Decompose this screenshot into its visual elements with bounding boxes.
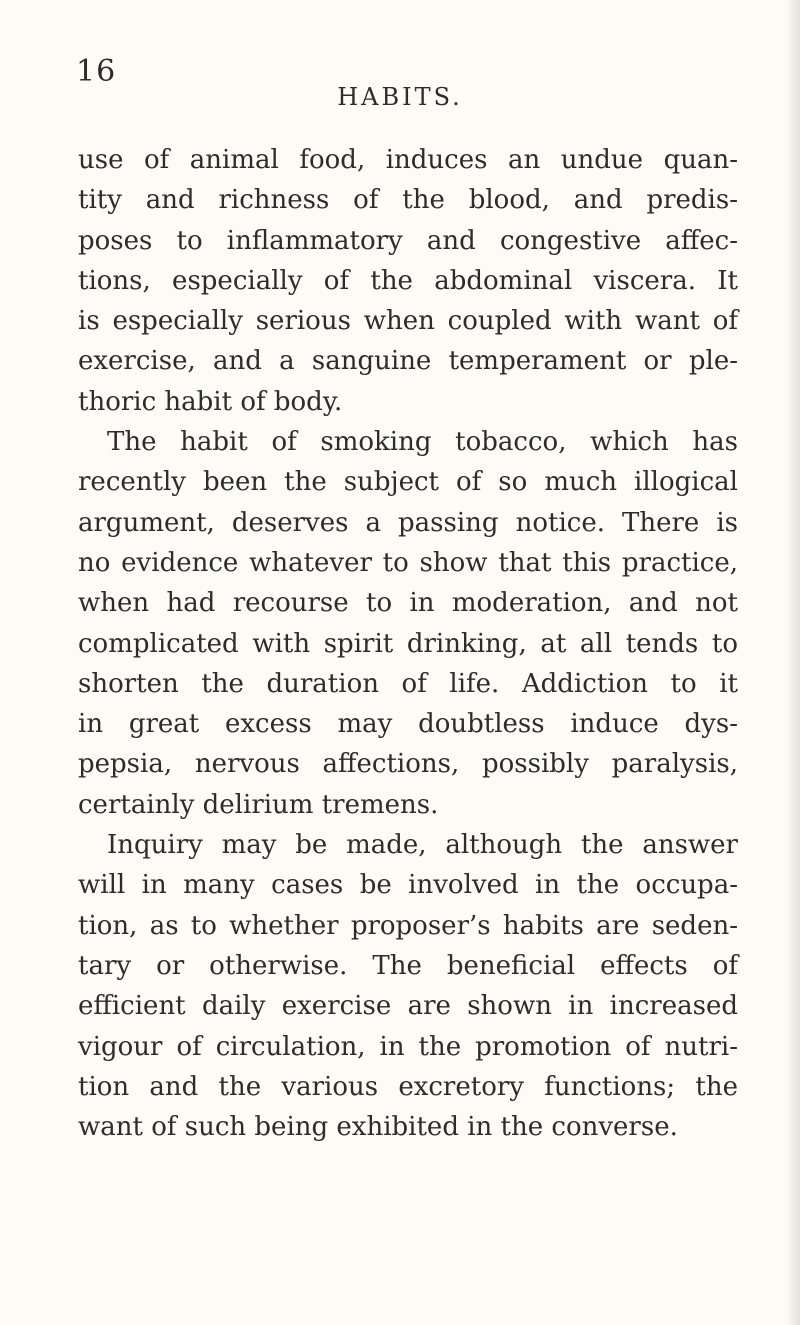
text-line: tions, especially of the abdominal viscera. It bbox=[78, 265, 738, 296]
paragraph-start-line: Inquiry may be made, although the answer bbox=[107, 830, 738, 861]
text-line: vigour of circulation, in the promotion of nutri- bbox=[78, 1031, 738, 1062]
page-edge-shadow bbox=[786, 0, 800, 1325]
text-line: recently been the subject of so much illogical bbox=[78, 467, 738, 498]
text-line: is especially serious when coupled with want of bbox=[78, 306, 738, 337]
text-line: in great excess may doubtless induce dys- bbox=[78, 709, 738, 740]
text-line: tion and the various excretory functions; the bbox=[78, 1071, 738, 1102]
text-line: pepsia, nervous affections, possibly paralysis, bbox=[78, 749, 738, 780]
text-line: will in many cases be involved in the occupa- bbox=[78, 870, 738, 901]
text-line: tity and richness of the blood, and predis- bbox=[78, 185, 738, 216]
paragraph-start-line: The habit of smoking tobacco, which has bbox=[107, 427, 738, 458]
text-line: tary or otherwise. The beneficial effects of bbox=[78, 950, 738, 981]
text-line: shorten the duration of life. Addiction to it bbox=[78, 668, 738, 699]
text-line: exercise, and a sanguine temperament or ple- bbox=[78, 346, 738, 377]
text-line: argument, deserves a passing notice. There is bbox=[78, 507, 738, 538]
text-line: tion, as to whether proposer’s habits are seden- bbox=[78, 910, 738, 941]
text-line: poses to inflammatory and congestive affec- bbox=[78, 225, 738, 256]
text-line: want of such being exhibited in the converse. bbox=[78, 1112, 678, 1143]
text-line: thoric habit of body. bbox=[78, 386, 343, 417]
text-line: complicated with spirit drinking, at all tends to bbox=[78, 628, 738, 659]
text-line: when had recourse to in moderation, and not bbox=[78, 588, 738, 619]
text-line: no evidence whatever to show that this practice, bbox=[78, 547, 738, 578]
text-line: use of animal food, induces an undue quan- bbox=[78, 145, 738, 175]
page-number: 16 bbox=[76, 54, 117, 89]
running-head: HABITS. bbox=[337, 83, 463, 111]
body-text bbox=[78, 140, 738, 1147]
text-line: certainly delirium tremens. bbox=[78, 789, 439, 820]
text-line: efficient daily exercise are shown in increased bbox=[78, 991, 738, 1022]
